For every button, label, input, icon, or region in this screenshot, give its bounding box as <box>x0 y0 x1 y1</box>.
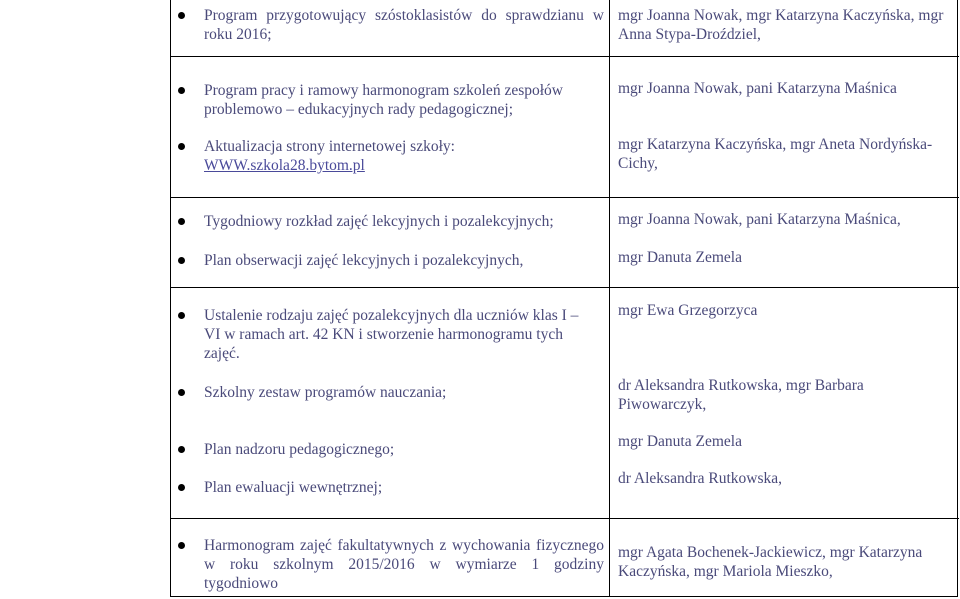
bullet-icon <box>178 312 185 319</box>
responsible-text: mgr Agata Bochenek-Jackiewicz, mgr Katarzyna Kaczyńska, mgr Mariola Mieszko, <box>618 544 923 580</box>
responsible-text: mgr Joanna Nowak, pani Katarzyna Maśnica, <box>618 211 901 228</box>
bullet-icon <box>178 12 185 19</box>
list-item <box>178 137 604 175</box>
list-item <box>178 478 604 497</box>
task-text: Szkolny zestaw programów nauczania; <box>204 384 447 401</box>
bullet-icon <box>178 257 185 264</box>
task-text: Harmonogram zajęć fakultatywnych z wychowania fizycznego w roku szkolnym 2015/2016 w wymiarze 1 godziny tygodniowo <box>204 537 604 592</box>
bullet-icon <box>178 143 185 150</box>
bullet-icon <box>178 446 185 453</box>
list-item <box>178 383 604 402</box>
school-website-link[interactable]: WWW.szkola28.bytom.pl <box>204 157 365 174</box>
list-item <box>178 306 604 363</box>
row-divider <box>170 518 959 519</box>
list-item <box>178 536 604 593</box>
task-text-label: Aktualizacja strony internetowej szkoły: <box>204 138 455 155</box>
bullet-icon <box>178 542 185 549</box>
column-divider <box>609 0 610 597</box>
task-text <box>204 137 604 175</box>
list-item <box>178 212 604 231</box>
task-text: Plan ewaluacji wewnętrznej; <box>204 479 383 496</box>
row-divider <box>170 56 959 57</box>
bullet-icon <box>178 218 185 225</box>
responsible-text: dr Aleksandra Rutkowska, mgr Barbara Piwowarczyk, <box>618 377 864 413</box>
responsible-text: mgr Danuta Zemela <box>618 249 742 266</box>
responsible-text: mgr Ewa Grzegorzyca <box>618 302 758 319</box>
list-item <box>178 251 604 270</box>
task-text: Plan nadzoru pedagogicznego; <box>204 441 395 458</box>
task-text: Plan obserwacji zajęć lekcyjnych i pozalekcyjnych, <box>204 252 524 269</box>
bullet-icon <box>178 87 185 94</box>
responsible-text: mgr Joanna Nowak, pani Katarzyna Maśnica <box>618 80 897 97</box>
task-text: Tygodniowy rozkład zajęć lekcyjnych i pozalekcyjnych; <box>204 213 554 230</box>
responsible-text: mgr Danuta Zemela <box>618 433 742 450</box>
list-item <box>178 6 604 44</box>
list-item <box>178 440 604 459</box>
list-item <box>178 81 604 119</box>
task-text: Program przygotowujący szóstoklasistów do sprawdzianu w roku 2016; <box>204 7 604 43</box>
task-text: Program pracy i ramowy harmonogram szkoleń zespołów problemowo – edukacyjnych rady pedagogicznej; <box>204 82 563 118</box>
responsible-text: dr Aleksandra Rutkowska, <box>618 470 783 487</box>
responsible-text: mgr Joanna Nowak, mgr Katarzyna Kaczyńska, mgr Anna Stypa-Droździel, <box>618 7 944 43</box>
row-divider <box>170 287 959 288</box>
row-divider <box>170 197 959 198</box>
task-text: Ustalenie rodzaju zajęć pozalekcyjnych dla uczniów klas I – VI w ramach art. 42 KN i stworzenie harmonogramu tych zajęć. <box>204 307 579 362</box>
bullet-icon <box>178 389 185 396</box>
responsible-text: mgr Katarzyna Kaczyńska, mgr Aneta Nordyńska-Cichy, <box>618 136 933 172</box>
bullet-icon <box>178 484 185 491</box>
